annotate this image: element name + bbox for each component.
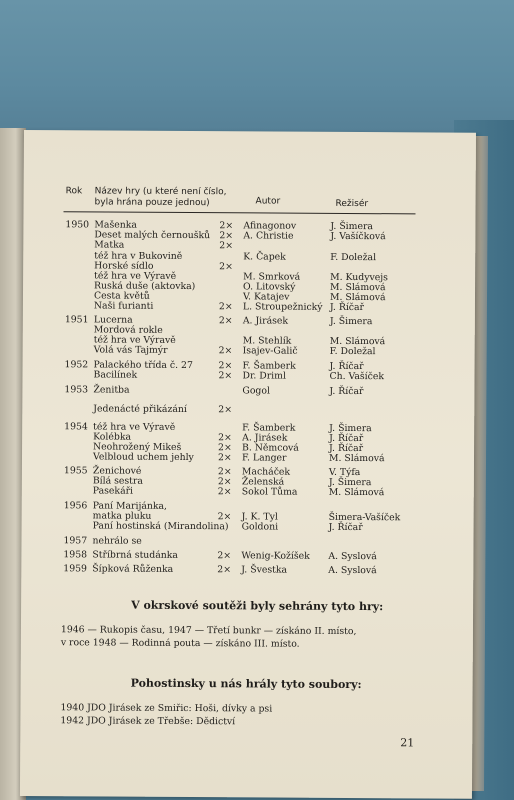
row-director: Ch. Vašíček — [329, 370, 385, 383]
row-director: V. Týfa — [328, 466, 361, 479]
row-title: Pasekáři — [92, 485, 134, 497]
row-times: 2× — [218, 315, 233, 327]
row-year: 1951 — [64, 314, 89, 326]
row-author: Dr. Driml — [242, 370, 286, 382]
row-title: též hra ve Výravě — [93, 421, 176, 433]
row-director: A. Syslová — [328, 564, 377, 577]
row-title: Mordová rokle — [93, 324, 163, 336]
row-author: J. Švestka — [241, 564, 288, 576]
row-director: M. Slámová — [328, 486, 385, 499]
row-author: A. Jirásek — [242, 315, 289, 327]
row-director: F. Doležal — [330, 251, 377, 264]
row-year: 1950 — [65, 219, 90, 231]
row-author: L. Stroupežnický — [242, 301, 323, 313]
row-director: F. Doležal — [329, 345, 376, 358]
row-times: 2× — [217, 486, 232, 498]
row-year: 1954 — [64, 421, 88, 433]
row-title: Šípková Růženka — [92, 563, 174, 575]
row-director: J. Říčař — [329, 360, 364, 373]
row-year: 1956 — [63, 500, 88, 512]
row-title: Ruská duše (aktovka) — [94, 280, 196, 293]
row-title: nehrálo se — [92, 535, 142, 547]
row-author: O. Litovský — [243, 281, 296, 293]
row-times: 2× — [217, 452, 232, 464]
row-times: 2× — [218, 404, 233, 416]
section-guest-heading: Pohostinsky u nás hrály tyto soubory: — [130, 676, 362, 692]
row-author: M. Smrková — [243, 271, 301, 283]
header-rule — [63, 211, 415, 214]
row-times: 2× — [219, 240, 234, 252]
row-year: 1958 — [63, 549, 88, 561]
row-title: Ženitba — [93, 384, 130, 396]
header-rok: Rok — [65, 186, 83, 197]
row-title: též hra ve Výravě — [93, 334, 176, 346]
row-author: Gogol — [242, 385, 270, 397]
row-director: M. Slámová — [330, 281, 386, 294]
row-author: F. Šamberk — [242, 422, 296, 434]
row-author: Želenská — [241, 476, 285, 488]
row-times: 2× — [218, 442, 232, 454]
row-author: F. Šamberk — [242, 360, 296, 372]
row-author: B. Němcová — [242, 442, 299, 454]
row-title: Velbloud uchem jehly — [92, 451, 194, 464]
row-director: J. Říčař — [329, 432, 364, 445]
row-title: Matka — [94, 239, 125, 251]
section-competition-line1: 1946 — Rukopis času, 1947 — Třetí bunkr — získáno II. místo, — [60, 624, 357, 638]
row-director: J. Šimera — [329, 315, 373, 328]
row-author: Isajev-Galič — [242, 345, 298, 357]
row-year: 1955 — [63, 465, 88, 477]
row-title: Mašenka — [94, 219, 137, 231]
row-title: Naši furianti — [93, 300, 154, 312]
row-author: Wenig-Kožíšek — [241, 550, 310, 562]
row-director: J. Vašíčková — [330, 230, 386, 243]
row-author: K. Čapek — [243, 251, 286, 263]
row-title: Bacilínek — [93, 369, 138, 381]
row-times: 2× — [217, 476, 232, 488]
row-year: 1959 — [63, 563, 88, 575]
row-title: Paní hostinská (Mirandolina) — [92, 520, 229, 533]
section-competition-line2: v roce 1948 — Rodinná pouta — získáno III. místo. — [60, 637, 300, 650]
row-title: Horské sídlo — [94, 260, 154, 272]
row-director: M. Kudyvejs — [330, 271, 388, 284]
row-times: 2× — [218, 360, 233, 372]
row-title: Lucerna — [93, 314, 133, 326]
row-title: Kolébka — [93, 431, 132, 443]
row-times: 2× — [217, 511, 232, 523]
row-times: 2× — [219, 261, 233, 273]
row-times: 2× — [219, 230, 234, 242]
row-title: Deset malých černoušků — [94, 229, 211, 242]
page-number: 21 — [400, 736, 415, 750]
row-director: M. Slámová — [329, 335, 386, 348]
row-director: J. Říčař — [329, 301, 365, 314]
row-title: Paní Marijánka, — [92, 500, 168, 512]
row-director: M. Slámová — [329, 291, 386, 304]
header-reziser: Režisér — [335, 198, 369, 210]
background-top — [0, 0, 514, 140]
section-guest-line1: 1940 JDO Jirásek ze Smiřic: Hoši, dívky a psi — [60, 702, 273, 715]
row-times: 2× — [219, 220, 234, 232]
row-author: Sokol Tůma — [241, 486, 298, 498]
row-title: Bílá sestra — [92, 475, 143, 487]
row-title: Ženichové — [92, 465, 142, 477]
section-competition-heading: V okrskové soutěži byly sehrány tyto hry: — [131, 598, 384, 614]
row-title: též hra v Bukovině — [94, 250, 183, 262]
row-director: J. Šimera — [328, 476, 372, 489]
row-director: Šimera-Vašíček — [328, 511, 401, 524]
row-director: J. Šimera — [329, 422, 372, 435]
row-author: J. K. Tyl — [241, 511, 278, 523]
row-title: Volá vás Tajmýr — [93, 344, 168, 356]
row-title: Palackého třída č. 27 — [93, 359, 193, 372]
row-author: Goldoni — [241, 521, 279, 533]
row-author: V. Katajev — [242, 291, 290, 303]
row-author: Macháček — [241, 466, 291, 478]
row-author: F. Langer — [241, 452, 287, 464]
row-title: Jedenácté přikázání — [93, 403, 187, 415]
row-times: 2× — [218, 301, 233, 313]
row-times: 2× — [218, 345, 233, 357]
row-year: 1957 — [63, 535, 88, 547]
row-author: Afinagonov — [243, 220, 297, 232]
row-times: 2× — [217, 564, 232, 576]
row-director: M. Slámová — [328, 452, 385, 465]
row-author: A. Christie — [243, 230, 294, 242]
row-director: J. Šimera — [330, 220, 374, 233]
row-author: A. Jirásek — [242, 432, 288, 444]
row-title: matka pluku — [92, 510, 152, 522]
row-times: 2× — [218, 370, 233, 382]
row-title: též hra ve Výravě — [94, 270, 177, 282]
header-autor: Autor — [255, 196, 281, 207]
header-nazev-line1: Název hry (u které není číslo, — [94, 186, 227, 198]
row-times: 2× — [218, 432, 232, 444]
row-times: 2× — [217, 550, 232, 562]
row-times: 2× — [217, 466, 232, 478]
row-title: Neohrožený Mikeš — [93, 441, 182, 453]
book-page — [20, 130, 476, 799]
row-title: Stříbrná studánka — [92, 549, 179, 561]
row-director: J. Říčař — [328, 521, 363, 534]
row-author: M. Stehlík — [242, 335, 292, 347]
row-title: Cesta květů — [93, 290, 150, 302]
row-director: A. Syslová — [328, 550, 377, 563]
row-director: J. Říčař — [329, 442, 364, 455]
header-nazev-line2: byla hrána pouze jednou) — [94, 197, 210, 209]
section-guest-line2: 1942 JDO Jirásek ze Třebše: Dědictví — [60, 715, 236, 728]
row-year: 1953 — [64, 384, 89, 396]
row-director: J. Říčař — [329, 385, 364, 398]
row-year: 1952 — [64, 359, 89, 371]
